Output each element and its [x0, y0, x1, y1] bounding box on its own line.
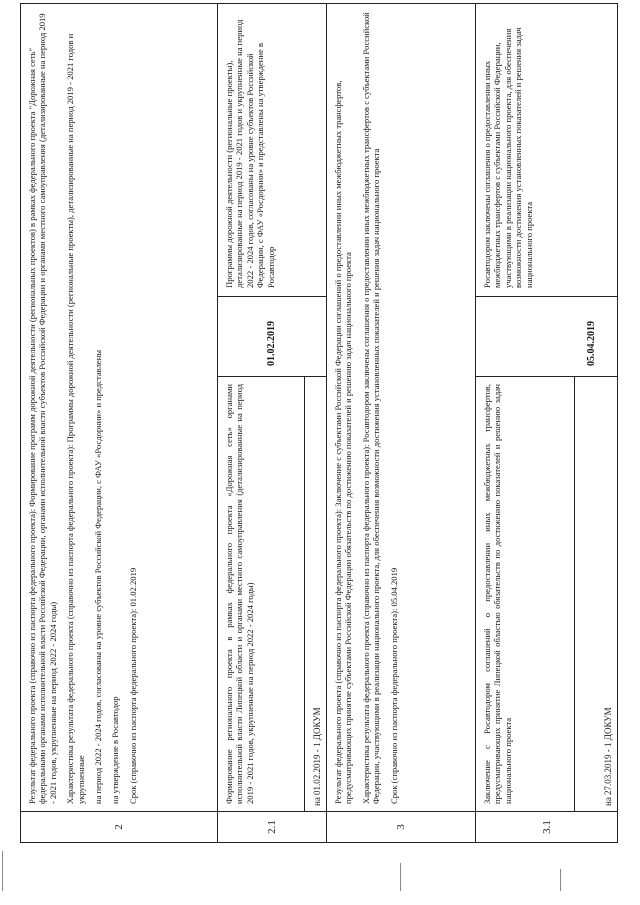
row-text: [27, 12, 145, 804]
activity-cell: [218, 376, 326, 812]
scan-mark: [400, 863, 401, 891]
scan-mark: [560, 869, 561, 891]
characteristic-text-end: на утверждение в Росавтодор: [110, 696, 121, 804]
activity-cell: [476, 376, 617, 812]
term-text: Срок (справочно из паспорта федерального проекта): 05.04.2019: [388, 567, 399, 804]
table-row-2-1: [217, 3, 327, 843]
results-table: [20, 3, 618, 843]
result-text: Результат федерального проекта (справочно из паспорта федерального проекта): Формирование программ дорожной деятельности (региональных проектов) в рамках федерального проекта "Дорожная сеть" федеральными органами исполнительной власти Российской Федерации, органами исполнительной власти субъектов Российской Федерации и органами местного самоуправления (детализированные на период 2019 - 2021 годов, укрупненные на период 2022 - 2024 годы): [27, 13, 58, 804]
table-row-3-1: [475, 3, 618, 843]
expected-result-text: Росавтодором заключены соглашения о предоставлении иных межбюджетных трансфертов с субъектами Российской Федерации, участвующими в реализации национального проекта, для обеспечения возможности достижения установленных показателей и решения задач национального проекта: [482, 27, 534, 288]
table-row-3: [326, 3, 476, 843]
due-date: 01.02.2019: [266, 321, 277, 366]
row-text: [333, 12, 406, 804]
row-number: 2: [21, 811, 217, 842]
table-row-2: [20, 3, 218, 843]
characteristic-text: Характеристика результата федерального проекта (справочно из паспорта федерального проекта): Росавтодором заключены соглашения о предоставлении иных межбюджетных трансфертов с субъектами Российской Федерации, участвующими в реализации национального проекта, для обеспечения возможности достижения установленных показателей и решения задач национального проекта: [360, 12, 382, 804]
activity-text: Заключение с Росавтодором соглашений о предоставлении иных межбюджетных трансфертов, предусматривающих принятие Липецкой областью обязательств по достижению показателей и решению задач национального проекта: [482, 384, 513, 804]
document-count: на 27.03.2019 - 1 ДОКУМ: [603, 707, 613, 806]
row-number: 3.1: [476, 811, 617, 842]
row-number: 2.1: [218, 811, 326, 842]
activity-text: Формирование регионального проекта в рамках федерального проекта «Дорожная сеть» органами исполнительной власти Липецкой области и органами местного самоуправления (детализированные на период 2019 - 2021 годов, укрупненные на период 2022 - 2024 годы): [224, 384, 255, 804]
scan-mark: [2, 851, 3, 891]
characteristic-text: Характеристика результата федерального проекта (справочно из паспорта федерального проекта): Программы дорожной деятельности (региональные проекты), детализированные на период 2019 - 2021 годов и укрупненные: [65, 33, 86, 804]
term-text: Срок (справочно из паспорта федерального проекта): 01.02.2019: [127, 567, 138, 804]
due-date: 05.04.2019: [586, 321, 597, 366]
date-cell: [218, 296, 326, 376]
date-cell: [476, 296, 617, 376]
document-count: на 01.02.2019 - 1 ДОКУМ: [312, 707, 322, 806]
cell-divider: [304, 377, 305, 812]
row-number: 3: [327, 811, 475, 842]
characteristic-text-cont: на период 2022 - 2024 годов, согласованы на уровне субъектов Российской Федерации, с ФАУ «Росдорнии» и представлены: [93, 349, 104, 804]
result-text: Результат федерального проекта (справочно из паспорта федерального проекта): Заключение с субъектами Российской Федерации соглашений о предоставлении иных межбюджетных трансфертов, предусматривающих принятие субъектами Российской Федерации обязательств по достижению показателей и решению задач национального проекта: [333, 80, 354, 804]
cell-divider: [574, 377, 575, 812]
expected-result-text: Программы дорожной деятельности (региональные проекты), детализированные на период 2019 - 2021 годов и укрупненные на период 2022 - 2024 годов, согласованы на уровне субъектов Российской Федерации, с ФАУ «Росдорнии» и представлены на утверждение в Росавтодор: [224, 19, 276, 288]
